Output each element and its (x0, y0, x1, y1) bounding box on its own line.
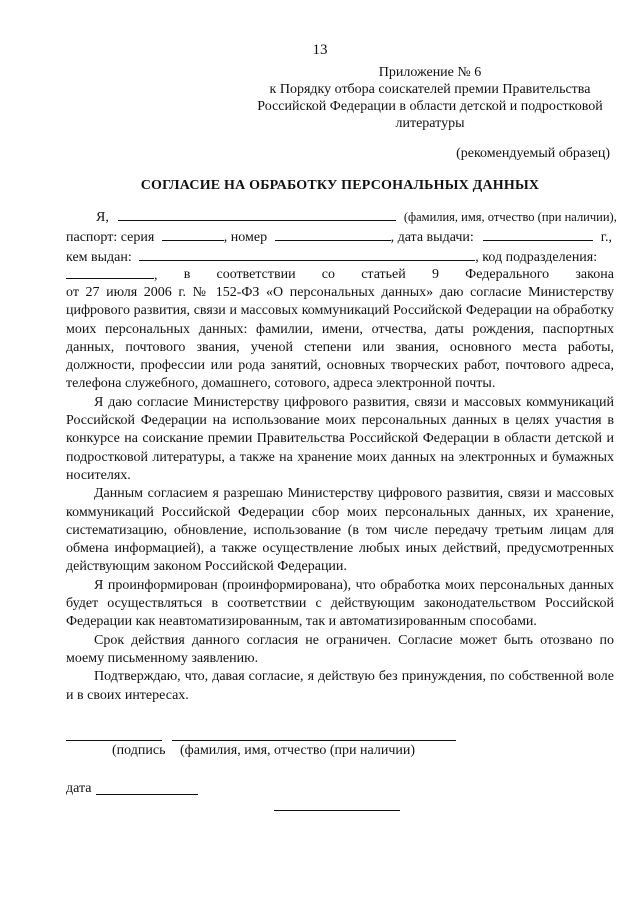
paragraph-validity: Срок действия данного согласия не ограничен. Согласие может быть отозвано по моему письменному заявлению. (66, 632, 614, 666)
division-code-label: , код подразделения: (475, 250, 598, 265)
division-code-field[interactable] (66, 266, 154, 279)
recommended-sample-note: (рекомендуемый образец) (456, 146, 610, 161)
fio-signature-line[interactable] (172, 740, 456, 741)
law-word: статьей (361, 267, 406, 282)
fio-signature-hint: (фамилия, имя, отчество (при наличии) (180, 743, 416, 758)
law-word: 9 (431, 267, 439, 282)
paragraph-consent-processing: от 27 июля 2006 г. № 152-ФЗ «О персональных данных» даю согласие Министерству цифрового развития, связи и массовых коммуникаций Российской Федерации на обработку моих персональных данных: фамилии, имени, отчества, даты рождения, паспортных данных, почтового звания, ученой степени или звания, основного места работы, должности, профессии или рода занятий, основных творческих работ, почтового адреса, телефона служебного, домашнего, сотового, адреса электронной почты. (66, 285, 614, 392)
fio-hint: (фамилия, имя, отчество (при наличии), (403, 210, 617, 224)
fio-field[interactable] (118, 208, 396, 221)
appendix-number: Приложение № 6 (378, 65, 482, 80)
passport-number-label: , номер (223, 230, 268, 245)
signature-hint: (подпись (112, 743, 166, 758)
form-line-issued-by (66, 248, 597, 267)
issued-by-label: кем выдан: (66, 250, 132, 265)
year-label: г., (600, 230, 612, 245)
appendix-line: к Порядку отбора соискателей премии Правительства (269, 82, 591, 97)
form-line-passport (66, 228, 612, 247)
form-line-law (66, 266, 614, 285)
i-label: Я, (96, 210, 109, 225)
date-label: дата (66, 781, 92, 796)
consent-body (66, 284, 614, 705)
comma: , (154, 268, 158, 283)
law-word: закона (575, 267, 614, 282)
paragraph-confirmation: Подтверждаю, что, давая согласие, я действую без принуждения, по собственной воле и в своих интересах. (66, 669, 614, 703)
appendix-line: литературы (395, 116, 465, 131)
document-title: СОГЛАСИЕ НА ОБРАБОТКУ ПЕРСОНАЛЬНЫХ ДАННЫХ (140, 178, 540, 193)
signature-line[interactable] (66, 740, 162, 741)
bottom-line (274, 810, 400, 811)
passport-series-field[interactable] (162, 228, 224, 241)
law-word: в (183, 267, 191, 282)
issue-date-label: , дата выдачи: (390, 230, 474, 245)
paragraph-informed: Я проинформирован (проинформирована), что обработка моих персональных данных будет осуществляться в соответствии с действующим законодательством Российской Федерации как неавтоматизированным, так и автоматизированным способами. (66, 577, 614, 630)
paragraph-consent-use: Я даю согласие Министерству цифрового развития, связи и массовых коммуникаций Российской Федерации на использование моих персональных данных в целях участия в конкурсе на соискание премии Правительства Российской Федерации в области детской и подростковой литературы, а также на хранение моих данных на электронных и бумажных носителях. (66, 394, 614, 483)
passport-number-field[interactable] (275, 228, 391, 241)
form-line-name (96, 208, 617, 227)
page-number: 13 (312, 42, 328, 58)
date-line[interactable] (96, 794, 198, 795)
issued-by-field[interactable] (139, 248, 475, 261)
paragraph-permission: Данным согласием я разрешаю Министерству цифрового развития, связи и массовых коммуникаций Российской Федерации сбор моих персональных данных, их хранение, систематизацию, обновление, использование (в том числе передачу третьим лицам для обмена информацией), а также осуществление любых иных действий, предусмотренных действующим законом Российской Федерации. (66, 486, 614, 575)
appendix-line: Российской Федерации в области детской и подростковой (257, 99, 603, 114)
issue-date-field[interactable] (483, 228, 593, 241)
law-word: со (321, 267, 336, 282)
law-word: соответствии (216, 267, 296, 282)
law-word: Федерального (465, 267, 550, 282)
passport-series-label: паспорт: серия (66, 230, 155, 245)
